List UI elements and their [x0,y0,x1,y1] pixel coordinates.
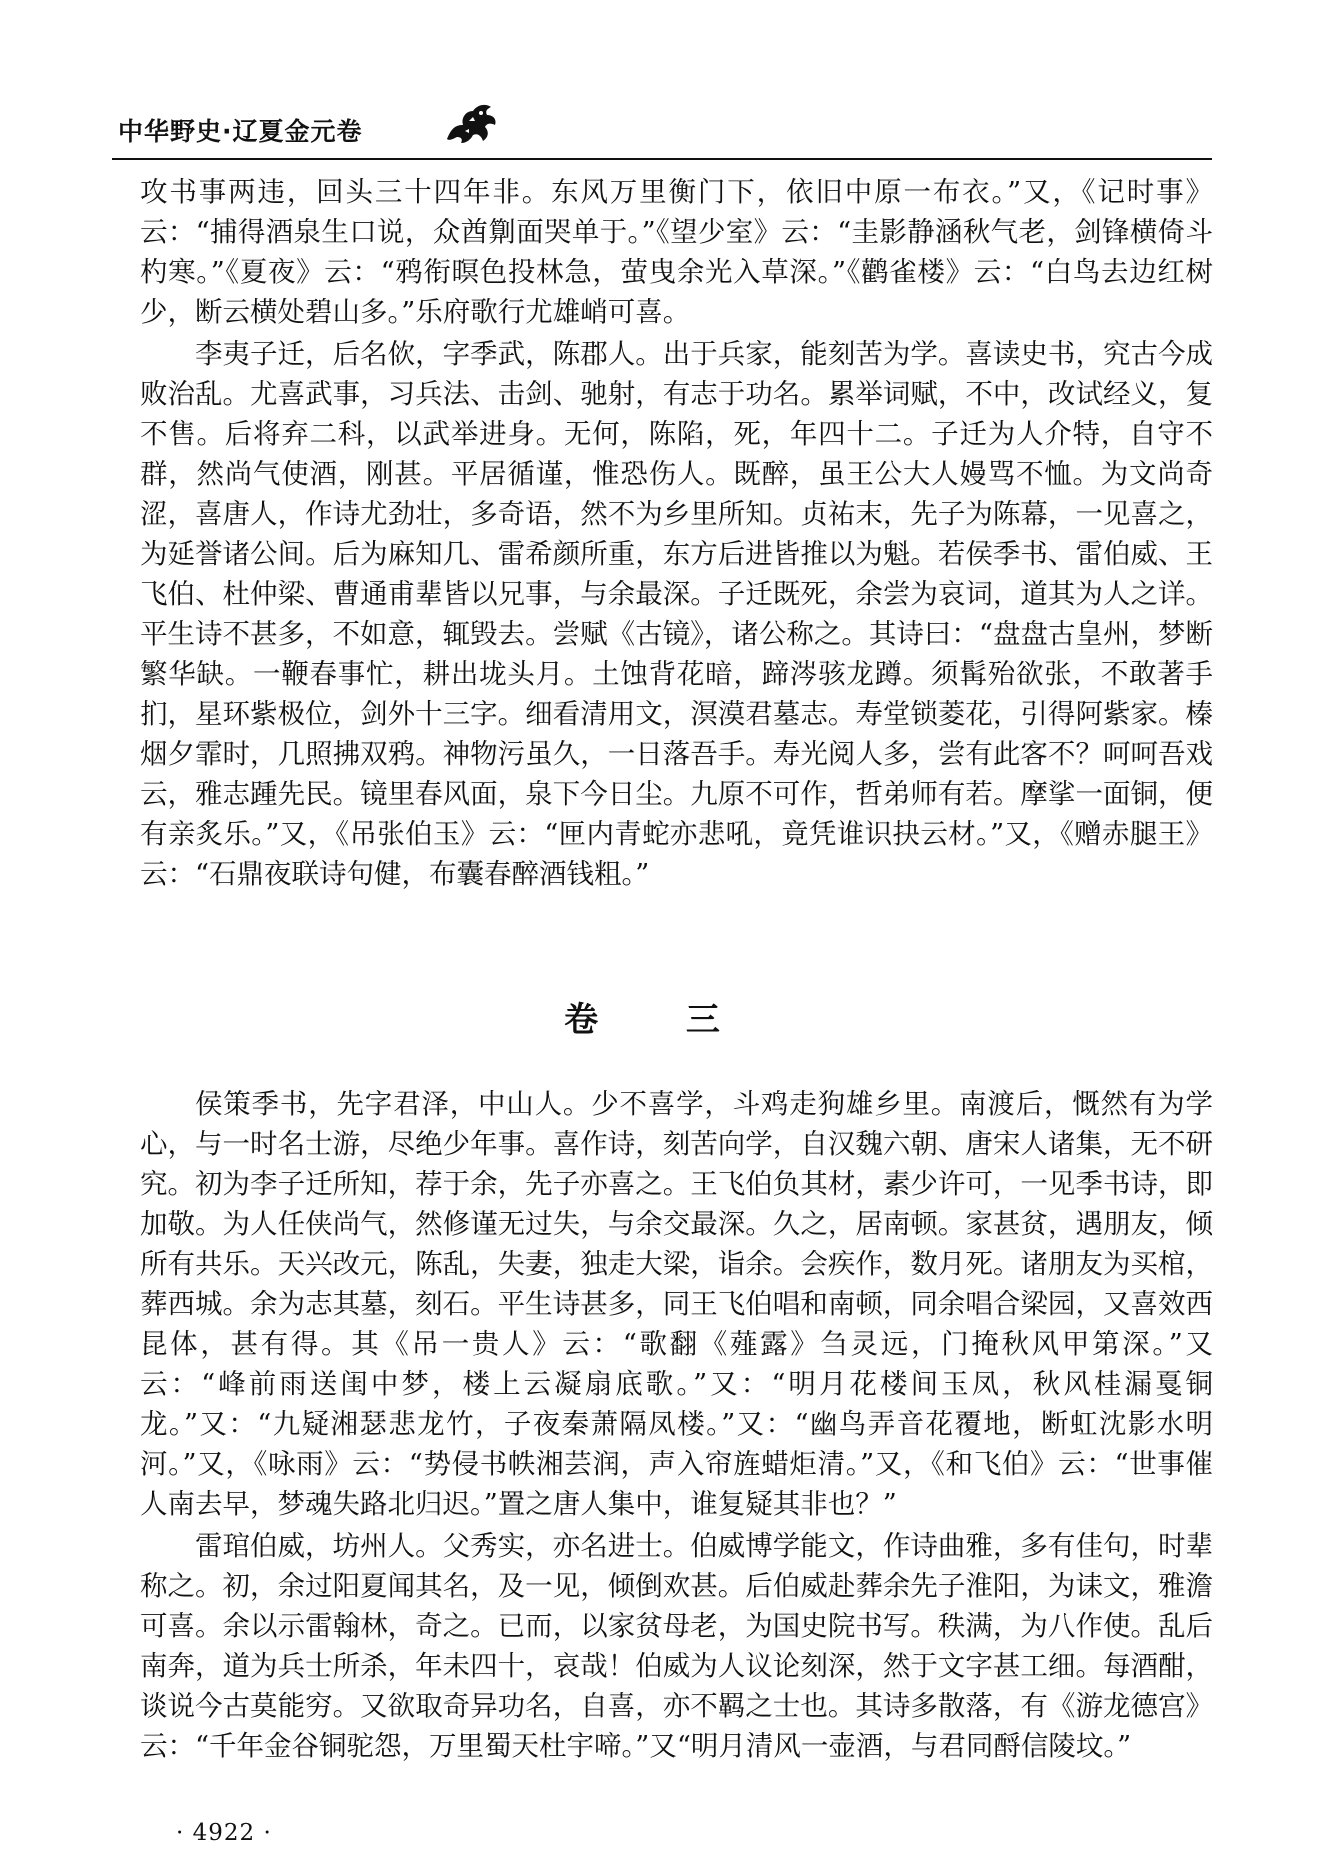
page-number: · 4922 · [176,1820,272,1846]
running-header [118,112,501,148]
paragraph: 侯策季书，先字君泽，中山人。少不喜学，斗鸡走狗雄乡里。南渡后，慨然有为学心，与一时名士游，尽绝少年事。喜作诗，刻苦向学，自汉魏六朝、唐宋人诸集，无不研究。初为李子迁所知，荐于余，先子亦喜之。王飞伯负其材，素少许可，一见季书诗，即加敬。为人任侠尚气，然修谨无过失，与余交最深。久之，居南顿。家甚贫，遇朋友，倾所有共乐。天兴改元，陈乱，失妻，独走大梁，诣余。会疾作，数月死。诸朋友为买棺，葬西城。余为志其墓，刻石。平生诗甚多，同王飞伯唱和南顿，同余唱合梁园，又喜效西昆体，甚有得。其《吊一贵人》云：“歌翻《薤露》刍灵远，门掩秋风甲第深。”又云：“峰前雨送闺中梦，楼上云凝扇底歌。”又：“明月花楼间玉凤，秋风桂漏戛铜龙。”又：“九疑湘瑟悲龙竹，子夜秦萧隔凤楼。”又：“幽鸟弄音花覆地，断虹沈影水明河。”又，《咏雨》云：“势侵书帙湘芸润，声入帘旌蜡炬清。”又，《和飞伯》云：“世事催人南去早，梦魂失路北归迟。”置之唐人集中，谁复疑其非也？” [140,1088,1213,1520]
dragon-emblem-icon [441,99,501,147]
header-rule [112,158,1212,160]
paragraph: 攻书事两违，回头三十四年非。东风万里衡门下，依旧中原一布衣。”又，《记时事》云：“捕得酒泉生口说，众酋㔍面哭单于。”《望少室》云：“圭影静涵秋气老，剑锋横倚斗杓寒。”《夏夜》云：“鸦衔暝色投林急，萤曳余光入草深。”《鹳雀楼》云：“白鸟去边红树少，断云横处碧山多。”乐府歌行尤雄峭可喜。 [140,176,1213,328]
book-title: 中华野史·辽夏金元卷 [118,117,363,146]
text-block-top [140,172,1213,894]
paragraph: 雷琯伯威，坊州人。父秀实，亦名进士。伯威博学能文，作诗曲雅，多有佳句，时辈称之。初，余过阳夏闻其名，及一见，倾倒欢甚。后伯威赴葬余先子淮阳，为诔文，雅澹可喜。余以示雷翰林，奇之。已而，以家贫母老，为国史院书写。秩满，为八作使。乱后南奔，道为兵士所杀，年未四十，哀哉！伯威为人议论刻深，然于文字甚工细。每酒酣，谈说今古莫能穷。又欲取奇异功名，自喜，亦不羁之士也。其诗多散落，有《游龙德宫》云：“千年金谷铜驼怨，万里蜀天杜宇啼。”又“明月清风一壶酒，与君同酹信陵坟。” [140,1530,1213,1762]
paragraph: 李夷子迁，后名佽，字季武，陈郡人。出于兵家，能刻苦为学。喜读史书，究古今成败治乱。尤喜武事，习兵法、击剑、驰射，有志于功名。累举词赋，不中，改试经义，复不售。后将弃二科，以武举进身。无何，陈陷，死，年四十二。子迁为人介特，自守不群，然尚气使酒，刚甚。平居循谨，惟恐伤人。既醉，虽王公大人嫚骂不恤。为文尚奇涩，喜唐人，作诗尤劲壮，多奇语，然不为乡里所知。贞祐末，先子为陈幕，一见喜之，为延誉诸公间。后为麻知几、雷希颜所重，东方后进皆推以为魁。若侯季书、雷伯威、王飞伯、杜仲梁、曹通甫辈皆以兄事，与余最深。子迁既死，余尝为哀词，道其为人之详。平生诗不甚多，不如意，辄毁去。尝赋《古镜》，诸公称之。其诗曰：“盘盘古皇州，梦断繁华缺。一鞭春事忙，耕出垅头月。土蚀背花暗，蹄涔骇龙蹲。须髯殆欲张，不敢著手扪，星环紫极位，剑外十三字。细看清用文，溟漠君墓志。寿堂锁菱花，引得阿紫家。榛烟夕霏时，几照拂双鸦。神物污虽久，一日落吾手。寿光阅人多，尝有此客不？呵呵吾戏云，雅志踵先民。镜里春风面，泉下今日尘。九原不可作，哲弟师有若。摩挲一面铜，便有亲炙乐。”又，《吊张伯玉》云：“匣内青蛇亦悲吼，竟凭谁识抉云材。”又，《赠赤腿王》云：“石鼎夜联诗句健，布囊春醉酒钱粗。” [140,338,1213,890]
chapter-title: 卷 三 [564,1000,758,1040]
text-block-bottom [140,1082,1213,1766]
